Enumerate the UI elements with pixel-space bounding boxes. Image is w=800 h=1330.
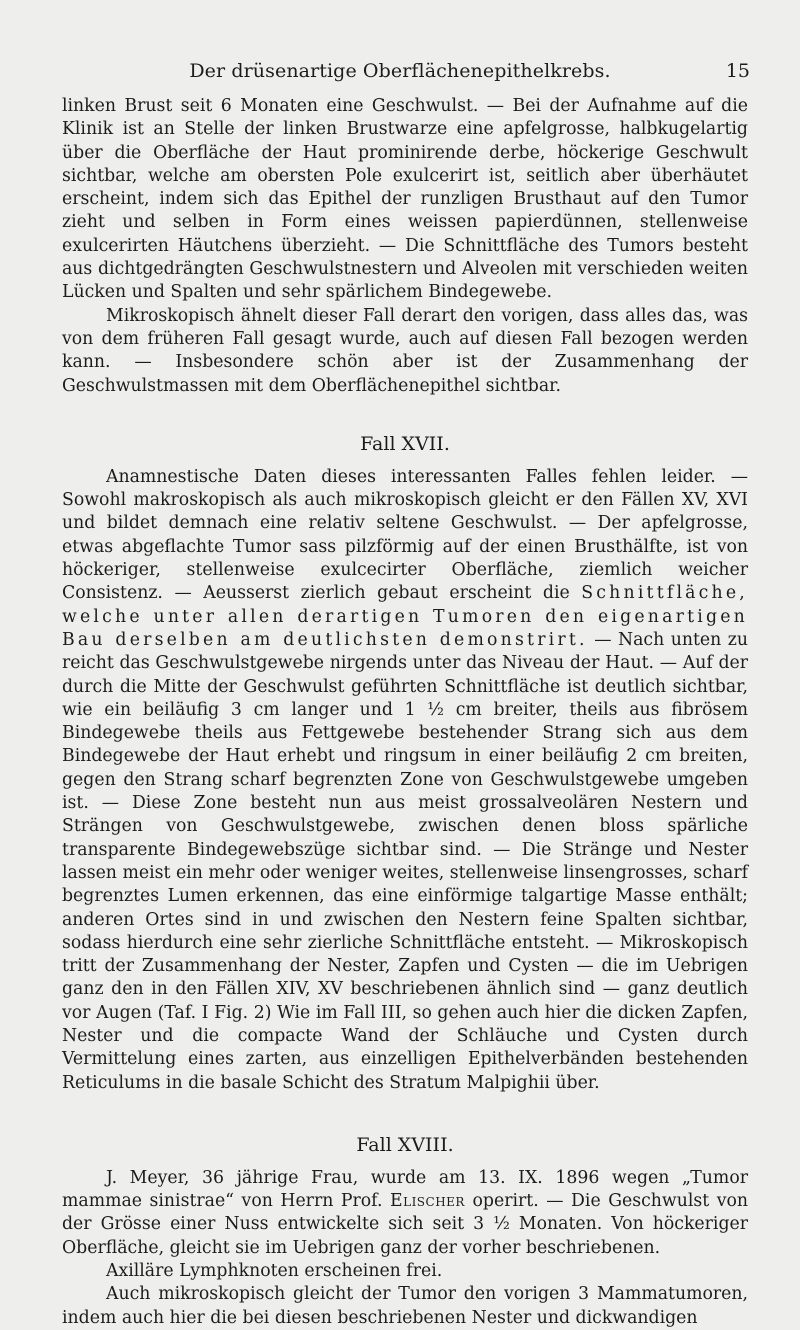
text-run: — Nach unten zu reicht das Geschwulstgewebe nirgends unter das Niveau der Haut. — Auf der durch die Mitte der Geschwulst geführten Schnittfläche ist deutlich sichtbar, wie ein beiläufig 3 cm langer und 1 ½ cm breiter, theils aus fibrösem Bindegewebe theils aus Fettgewebe bestehender Strang sich aus dem Bindegewebe der Haut erhebt und ringsum in einer beiläufig 2 cm breiten, gegen den Strang scharf begrenzten Zone von Geschwulstgewebe umgeben ist. — Diese Zone besteht nun aus meist grossalveolären Nestern und Strängen von Geschwulstgewebe, zwischen denen bloss spärliche transparente Bindegewebszüge sichtbar sind. — Die Stränge und Nester lassen meist ein mehr oder weniger weites, stellenweise linsengrosses, scharf begrenztes Lumen erkennen, das eine einförmige talgartige Masse enthält; anderen Ortes sind in und zwischen den Nestern feine Spalten sichtbar, sodass hierdurch eine sehr zierliche Schnittfläche entsteht. — Mikroskopisch tritt der Zusammenhang der Nester, Zapfen und Cysten — die im Uebrigen ganz den in den Fällen XIV, XV beschriebenen ähnlich sind — ganz deutlich vor Augen (Taf. I Fig. 2) Wie im Fall III, so gehen auch hier die dicken Zapfen, Nester und die compacte Wand der Schläuche und Cysten durch Vermittelung eines zarten, aus einzelligen Epithelverbänden bestehenden Reticulums in die basale Schicht des Stratum Malpighii über. — [62, 629, 748, 1093]
paragraph-lymph-nodes: Axilläre Lymphknoten erscheinen frei. — [106, 1261, 443, 1282]
text-run: operirt. — Die Geschwulst von der Grösse einer Nuss entwickelte sich seit 3 ½ Monaten. Von höckeriger Oberfläche, gleicht sie im Uebrigen ganz der vorher beschriebenen. — [62, 1191, 749, 1258]
page-number: 15 — [725, 60, 750, 82]
case-heading-fall-xvii: Fall XVII. — [360, 432, 450, 455]
page-body — [62, 95, 748, 1330]
paragraph-fall-xviii — [62, 1167, 748, 1260]
text-run: J. Meyer, 36 jährige Frau, wurde am 13. IX. 1896 wegen „Tumor mammae sinistrae“ von Herrn Prof. — [62, 1167, 748, 1212]
paragraph-microscopy: Mikroskopisch ähnelt dieser Fall derart den vorigen, dass alles das, was von dem früheren Fall gesagt wurde, auch auf diesen Fall bezogen werden kann. — Insbesondere schön aber ist der Zusammenhang der Geschwulstmassen mit dem Oberflächenepithel sichtbar. — [62, 305, 748, 396]
paragraph-fall-xvii — [62, 466, 748, 1095]
surgeon-name: Elischer — [389, 1191, 465, 1212]
running-title: Der drüsenartige Oberflächenepithelkrebs. — [189, 60, 611, 82]
case-heading-fall-xviii: Fall XVIII. — [356, 1133, 454, 1156]
paragraph-microscopy-continued: Auch mikroskopisch gleicht der Tumor den vorigen 3 Mammatumoren, indem auch hier die bei diesen beschriebenen Nester und dickwandigen — [62, 1284, 748, 1328]
paragraph-continued: linken Brust seit 6 Monaten eine Geschwulst. — Bei der Aufnahme auf die Klinik ist an Stelle der linken Brustwarze eine apfelgrosse, halbkugelartig über die Oberfläche der Haut prominirende derbe, höckerige Geschwult sichtbar, welche am obersten Pole exulcerirt ist, seitlich aber überhäutet erscheint, indem sich das Epithel der runzligen Brusthaut auf den Tumor zieht und selben in Form eines weissen papierdünnen, stellenweise exulcerirten Häutchens überzieht. — Die Schnittfläche des Tumors besteht aus dichtgedrängten Geschwulstnestern und Alveolen mit verschieden weiten Lücken und Spalten und sehr spärlichem Bindegewebe. — [62, 96, 748, 303]
text-run: Anamnestische Daten dieses interessanten Falles fehlen leider. — Sowohl makroskopisch als auch mikroskopisch gleicht er den Fällen XV, XVI und bildet demnach eine relativ seltene Geschwulst. — Der apfelgrosse, etwas abgeflachte Tumor sass pilzförmig auf der einen Brusthälfte, ist von höckeriger, stellenweise exulcecirter Oberfläche, ziemlich weicher Consistenz. — Aeusserst zierlich gebaut erscheint die — [62, 466, 748, 604]
running-head — [0, 57, 800, 85]
spaced-emphasis: Schnittfläche, welche unter allen derartigen Tumoren den eigenartigen Bau derselben am deutlichsten demonstrirt. — [62, 583, 748, 650]
